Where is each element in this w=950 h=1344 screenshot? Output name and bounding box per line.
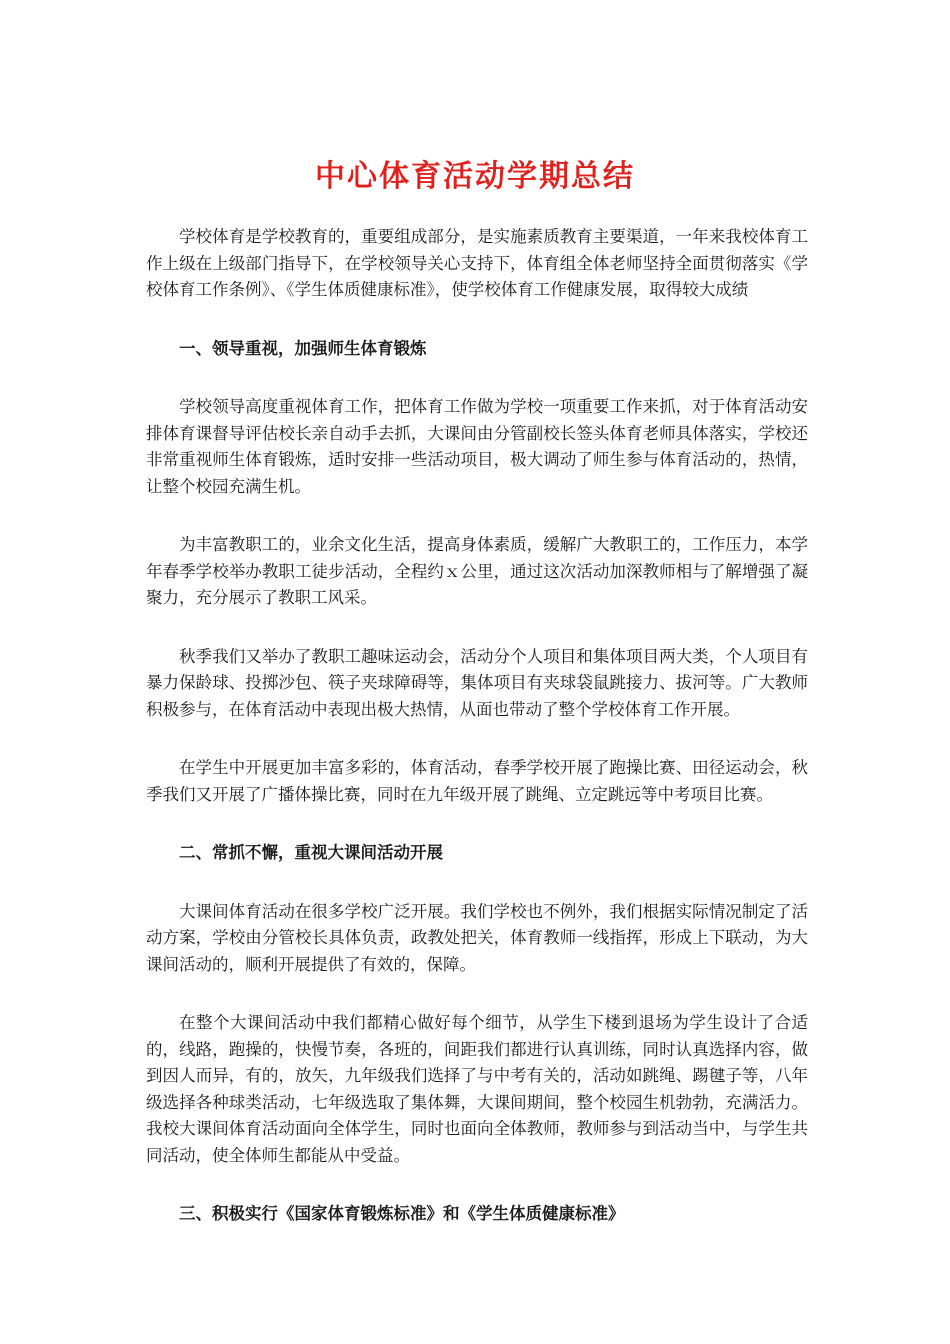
document-title: 中心体育活动学期总结 — [315, 159, 635, 194]
paragraph: 学校领导高度重视体育工作，把体育工作做为学校一项重要工作来抓，对于体育活动安排体育课督导评估校长亲自动手去抓，大课间由分管副校长签头体育老师具体落实，学校还非常重视师生体育锻炼，适时安排一些活动项目，极大调动了师生参与体育活动的，热情，让整个校园充满生机。 — [146, 397, 808, 496]
intro-paragraph: 学校体育是学校教育的，重要组成部分，是实施素质教育主要渠道，一年来我校体育工作上级在上级部门指导下，在学校领导关心支持下，体育组全体老师坚持全面贯彻落实《学校体育工作条例》、《学生体质健康标准》，使学校体育工作健康发展，取得较大成绩 — [146, 227, 808, 299]
section-heading-2: 二、常抓不懈，重视大课间活动开展 — [179, 843, 443, 862]
paragraph: 在学生中开展更加丰富多彩的，体育活动，春季学校开展了跑操比赛、田径运动会，秋季我们又开展了广播体操比赛，同时在九年级开展了跳绳、立定跳远等中考项目比赛。 — [146, 758, 808, 804]
paragraph: 在整个大课间活动中我们都精心做好每个细节，从学生下楼到退场为学生设计了合适的，线路，跑操的，快慢节奏，各班的，间距我们都进行认真训练，同时认真选择内容，做到因人而异，有的，放矢，九年级我们选择了与中考有关的，活动如跳绳、踢毽子等，八年级选择各种球类活动，七年级选取了集体舞，大课间期间，整个校园生机勃勃，充满活力。我校大课间体育活动面向全体学生，同时也面向全体教师，教师参与到活动当中，与学生共同活动，使全体师生都能从中受益。 — [146, 1013, 808, 1165]
section-heading-3: 三、积极实行《国家体育锻炼标准》和《学生体质健康标准》 — [179, 1204, 625, 1223]
paragraph: 为丰富教职工的，业余文化生活，提高身体素质，缓解广大教职工的，工作压力，本学年春季学校举办教职工徒步活动，全程约ｘ公里，通过这次活动加深教师相与了解增强了凝聚力，充分展示了教职工风采。 — [146, 535, 808, 607]
section-heading-1: 一、领导重视，加强师生体育锻炼 — [179, 338, 427, 358]
document-body — [146, 224, 808, 1260]
paragraph: 秋季我们又举办了教职工趣味运动会，活动分个人项目和集体项目两大类，个人项目有暴力保龄球、投掷沙包、筷子夹球障碍等，集体项目有夹球袋鼠跳接力、拔河等。广大教师积极参与，在体育活动中表现出极大热情，从面也带动了整个学校体育工作开展。 — [146, 646, 808, 719]
paragraph: 大课间体育活动在很多学校广泛开展。我们学校也不例外，我们根据实际情况制定了活动方案，学校由分管校长具体负责，政教处把关，体育教师一线指挥，形成上下联动，为大课间活动的，顺利开展提供了有效的，保障。 — [146, 901, 808, 974]
